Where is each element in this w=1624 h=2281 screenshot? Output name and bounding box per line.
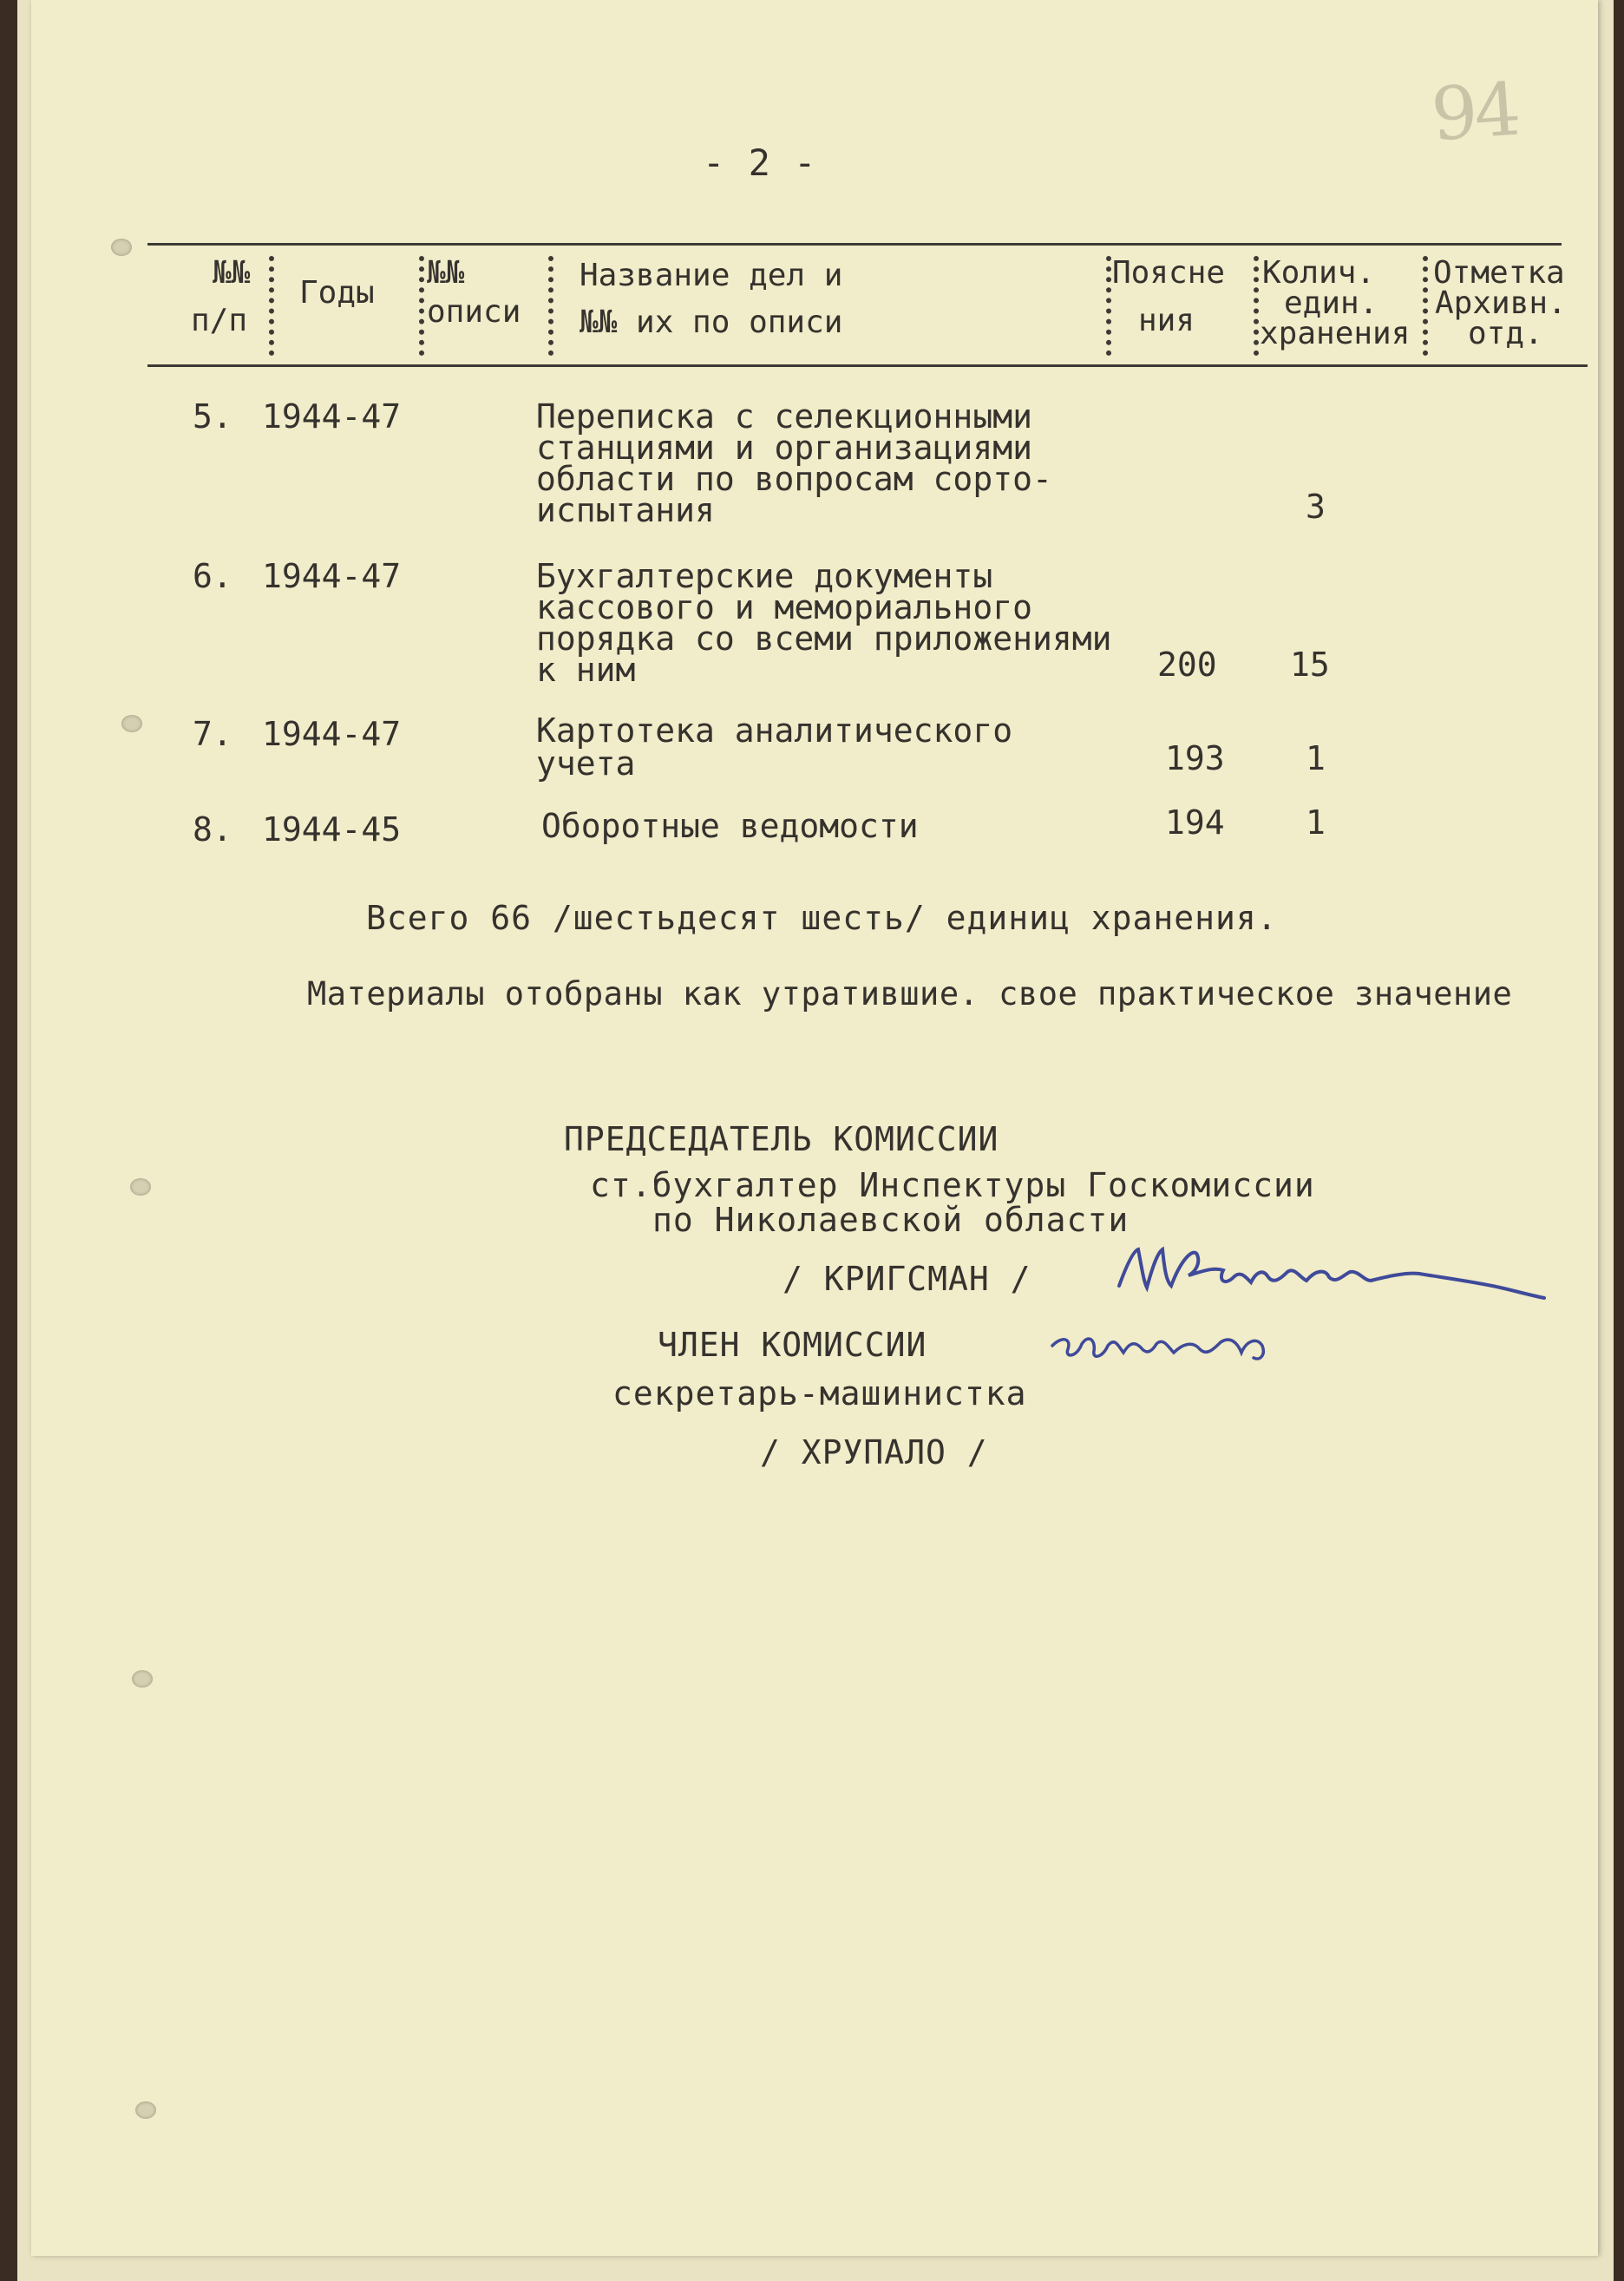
row-title-line: Оборотные ведомости — [541, 807, 919, 845]
member-name: / ХРУПАЛО / — [760, 1433, 988, 1472]
row-units: 1 — [1306, 739, 1326, 777]
row-title-line: Переписка с селекционными — [536, 397, 1032, 436]
chairman-position-line1: ст.бухгалтер Инспектуры Госкомиссии — [590, 1166, 1315, 1204]
chairman-title: ПРЕДСЕДАТЕЛЬ КОМИССИИ — [564, 1120, 999, 1158]
total-units-line: Всего 66 /шестьдесят шесть/ единиц хранения. — [366, 899, 1278, 937]
header-notes-line2: ния — [1138, 303, 1195, 338]
row-title-line: испытания — [536, 491, 715, 529]
header-num-line2: п/п — [191, 303, 248, 338]
punch-hole — [121, 715, 142, 732]
row-years: 1944-47 — [262, 557, 402, 595]
chairman-position-line2: по Николаевской области — [652, 1201, 1130, 1239]
header-inventory-line1: №№ — [427, 255, 465, 291]
row-number: 8. — [193, 810, 232, 849]
row-years: 1944-47 — [262, 715, 402, 753]
column-separator — [1423, 256, 1428, 356]
row-notes: 200 — [1157, 646, 1217, 684]
header-title-line2: №№ их по описи — [580, 305, 843, 340]
member-signature — [1045, 1306, 1306, 1384]
row-notes: 193 — [1165, 739, 1225, 777]
column-separator — [1254, 256, 1259, 356]
header-inventory-line2: описи — [427, 294, 521, 330]
header-mark-line3: отд. — [1468, 316, 1543, 351]
row-number: 7. — [193, 715, 232, 753]
column-separator — [548, 256, 553, 356]
member-title: ЧЛЕН КОМИССИИ — [658, 1326, 927, 1364]
punch-hole — [111, 239, 132, 256]
row-number: 6. — [193, 557, 232, 595]
row-title-line: к ним — [536, 651, 636, 689]
row-title-line: порядка со всеми приложениями — [536, 619, 1112, 658]
header-mark-line2: Архивн. — [1435, 285, 1567, 321]
table-header-rule — [147, 364, 1588, 367]
table-top-rule — [147, 243, 1562, 246]
header-units-line3: хранения — [1260, 316, 1411, 351]
row-title-line: учета — [536, 744, 636, 783]
column-separator — [1106, 256, 1111, 356]
header-years: Годы — [299, 275, 375, 311]
header-num-line1: №№ — [213, 255, 251, 291]
row-units: 1 — [1306, 803, 1326, 842]
row-number: 5. — [193, 397, 232, 436]
punch-hole — [132, 1670, 153, 1688]
page-number: - 2 - — [703, 141, 817, 184]
disposal-reason-line: Материалы отобраны как утратившие. свое практическое значение — [307, 975, 1513, 1013]
header-notes-line1: Поясне — [1112, 255, 1226, 291]
row-title-line: станциями и организациями — [536, 429, 1032, 467]
row-units: 3 — [1306, 488, 1326, 526]
row-title-line: области по вопросам сорто- — [536, 460, 1052, 498]
header-title-line1: Название дел и — [580, 258, 843, 293]
member-position: секретарь-машинистка — [612, 1374, 1027, 1413]
column-separator — [269, 256, 274, 356]
row-units: 15 — [1290, 646, 1330, 684]
header-mark-line1: Отметка — [1433, 255, 1565, 291]
row-title-line: кассового и мемориального — [536, 588, 1032, 626]
header-units-line2: един. — [1284, 285, 1378, 321]
row-years: 1944-45 — [262, 810, 402, 849]
punch-hole — [135, 2101, 156, 2119]
header-units-line1: Колич. — [1262, 255, 1376, 291]
row-title-line: Бухгалтерские документы — [536, 557, 993, 595]
row-notes: 194 — [1165, 803, 1225, 842]
row-years: 1944-47 — [262, 397, 402, 436]
row-title-line: Картотека аналитического — [536, 711, 1013, 750]
chairman-name: / КРИГСМАН / — [783, 1260, 1031, 1298]
column-separator — [419, 256, 424, 356]
archive-folio-number: 94 — [1428, 66, 1521, 158]
punch-hole — [130, 1178, 151, 1196]
